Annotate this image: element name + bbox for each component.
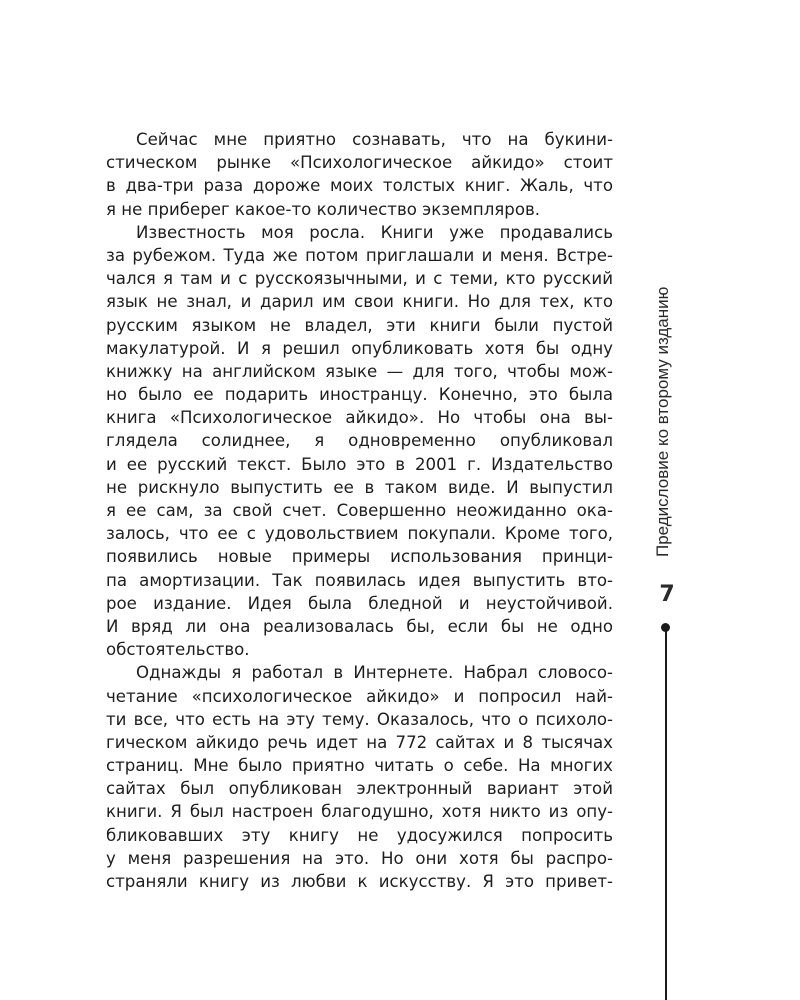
text-line: но было ее подарить иностранцу. Конечно, это была	[106, 385, 613, 405]
text-line: бликовавших эту книгу не удосужился попросить	[106, 825, 613, 845]
text-line: язык не знал, и дарил им свои книги. Но для тех, кто	[106, 292, 613, 312]
text-line: Однажды я работал в Интернете. Набрал словосо-	[136, 663, 613, 683]
text-line: стическом рынке «Психологическое айкидо» стоит	[106, 153, 613, 173]
text-line: рое издание. Идея была бледной и неустойчивой.	[106, 593, 613, 613]
text-line: я не приберег какое-то количество экземпляров.	[106, 199, 541, 219]
text-line: гическом айкидо речь идет на 772 сайтах и 8 тысячах	[106, 732, 613, 752]
text-line: книга «Психологическое айкидо». Но чтобы она вы-	[106, 408, 613, 428]
text-line: страняли книгу из любви к искусству. Я это привет-	[106, 872, 613, 891]
text-line: страниц. Мне было приятно читать о себе. На многих	[106, 756, 613, 776]
page-number: 7	[659, 582, 675, 607]
text-line: па амортизации. Так появилась идея выпустить вто-	[106, 570, 613, 590]
text-line: появились новые примеры использования принци-	[106, 547, 613, 567]
text-line: в два-три раза дороже моих толстых книг. Жаль, что	[106, 176, 613, 196]
body-text	[106, 128, 613, 893]
text-line: книги. Я был настроен благодушно, хотя никто из опу-	[106, 802, 613, 822]
text-line: чался я там и с русскоязычными, и с теми, кто русский	[106, 269, 613, 289]
text-line: книжку на английском языке — для того, чтобы мож-	[106, 361, 613, 381]
text-line: обстоятельство.	[106, 640, 250, 660]
text-line: не рискнуло выпустить ее в таком виде. И выпустил	[106, 477, 613, 497]
text-line: глядела солиднее, я одновременно опубликовал	[106, 431, 613, 451]
text-line: русским языком не владел, эти книги были пустой	[106, 315, 613, 335]
text-line: сайтах был опубликован электронный вариант этой	[106, 779, 613, 799]
text-line: у меня разрешения на это. Но они хотя бы распро-	[106, 848, 613, 868]
text-line: за рубежом. Туда же потом приглашали и меня. Встре-	[106, 245, 613, 265]
text-line: я ее сам, за свой счет. Совершенно неожиданно ока-	[106, 501, 613, 520]
text-line: четание «психологическое айкидо» и попросил най-	[106, 686, 613, 706]
margin-rule	[665, 630, 667, 1000]
text-line: Известность моя росла. Книги уже продавались	[136, 222, 613, 242]
text-line: И вряд ли она реализовалась бы, если бы не одно	[106, 616, 613, 636]
running-header: Предисловие ко второму изданию	[653, 286, 672, 557]
text-line: и ее русский текст. Было это в 2001 г. Издательство	[106, 454, 613, 474]
text-line: залось, что ее с удовольствием покупали. Кроме того,	[106, 524, 613, 544]
text-line: макулатурой. И я решил опубликовать хотя бы одну	[106, 338, 613, 358]
text-line: Сейчас мне приятно сознавать, что на букини-	[136, 130, 613, 149]
text-line: ти все, что есть на эту тему. Оказалось, что о психоло-	[106, 709, 613, 729]
